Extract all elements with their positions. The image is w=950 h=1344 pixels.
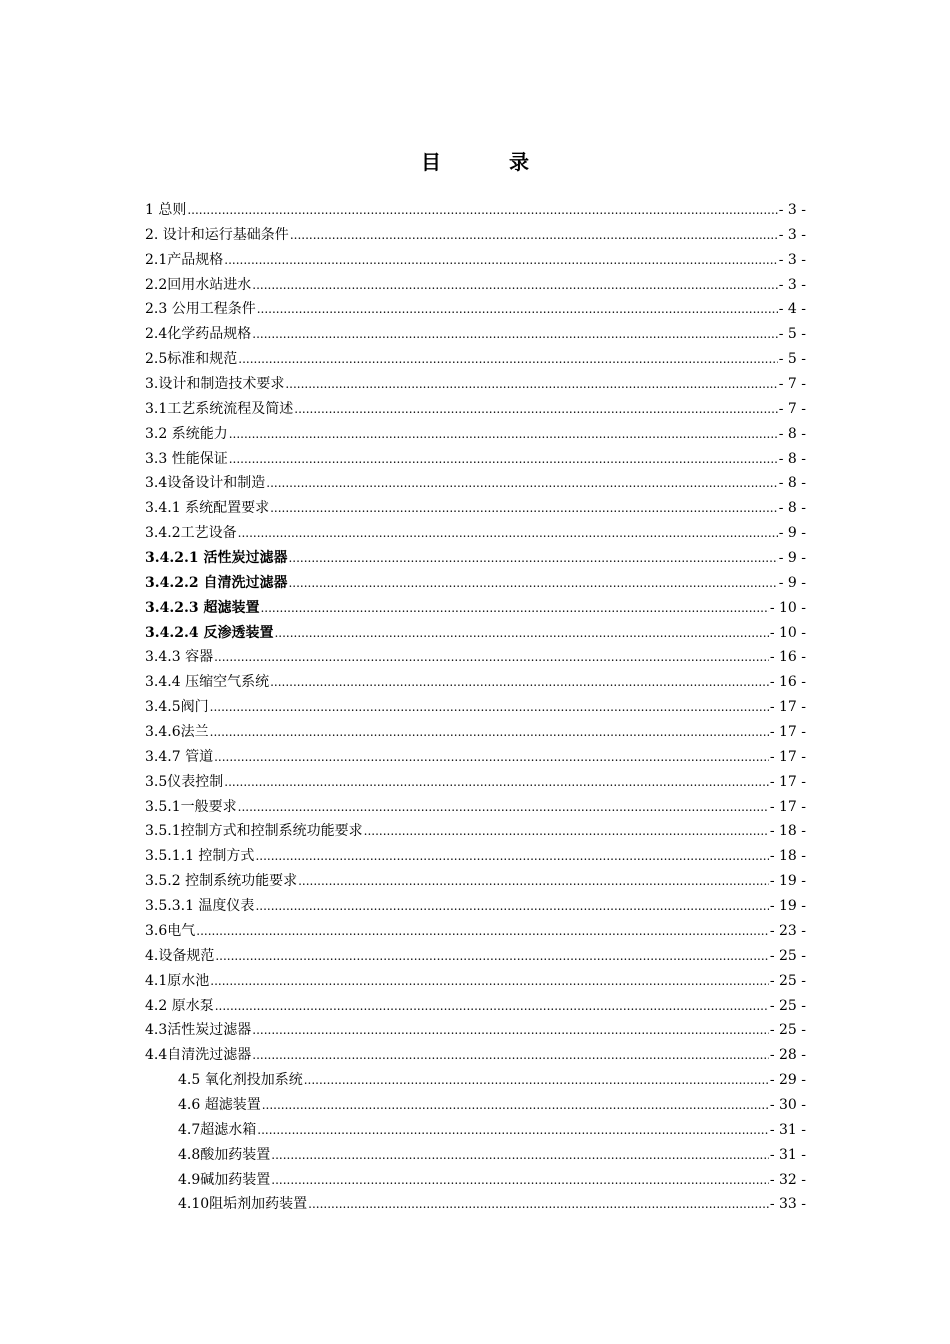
toc-entry-page-number: - 9 - [778,550,806,567]
toc-entry-label: 3.4.5阀门 [145,699,209,716]
toc-entry[interactable] [145,670,806,695]
toc-dot-leader [288,571,777,596]
toc-entry-label: 3.4.7 管道 [145,748,214,765]
toc-entry-page-number: - 19 - [769,873,806,890]
toc-dot-leader [224,770,769,795]
toc-entry-label: 4.8酸加药装置 [178,1146,271,1163]
toc-entry-label: 3.5.3.1 温度仪表 [145,898,255,915]
toc-dot-leader [255,844,768,869]
toc-entry-page-number: - 7 - [778,400,806,417]
toc-entry[interactable] [145,546,806,571]
toc-entry[interactable] [145,1118,806,1143]
toc-entry[interactable] [145,571,806,596]
toc-entry[interactable] [145,969,806,994]
toc-entry-label: 3.4.3 容器 [145,649,214,666]
toc-entry[interactable] [145,1018,806,1043]
toc-entry-page-number: - 7 - [778,376,806,393]
toc-dot-leader [271,1168,769,1193]
toc-entry-label: 3.5.1.1 控制方式 [145,848,255,865]
toc-entry-page-number: - 16 - [769,674,806,691]
toc-entry[interactable] [145,198,806,223]
toc-dot-leader [285,372,777,397]
toc-dot-leader [308,1192,769,1217]
toc-entry-label: 4.4自清洗过滤器 [145,1047,252,1064]
toc-entry-page-number: - 33 - [769,1196,806,1213]
toc-dot-leader [266,471,777,496]
toc-entry-label: 3.2 系统能力 [145,425,228,442]
toc-entry-label: 4.1原水池 [145,972,210,989]
toc-entry-page-number: - 8 - [778,500,806,517]
toc-entry-label: 2.3 公用工程条件 [145,301,256,318]
toc-dot-leader [252,322,777,347]
toc-entry-label: 3.1工艺系统流程及简述 [145,400,294,417]
toc-entry-page-number: - 3 - [778,251,806,268]
toc-entry[interactable] [145,447,806,472]
toc-entry-label: 3.4.2.2 自清洗过滤器 [145,574,288,591]
toc-entry-page-number: - 17 - [769,773,806,790]
toc-entry[interactable] [145,621,806,646]
toc-dot-leader [238,521,778,546]
toc-entry-label: 2.2回用水站进水 [145,276,252,293]
toc-entry-label: 4.10阻垢剂加药装置 [178,1196,308,1213]
toc-entry[interactable] [145,894,806,919]
toc-entry-label: 3.4.1 系统配置要求 [145,500,270,517]
toc-entry[interactable] [145,1143,806,1168]
toc-entry[interactable] [145,297,806,322]
toc-dot-leader [214,745,769,770]
toc-dot-leader [187,198,777,223]
toc-entry-label: 3.4.2.1 活性炭过滤器 [145,550,288,567]
toc-dot-leader [238,347,777,372]
toc-entry[interactable] [145,422,806,447]
toc-entry[interactable] [145,521,806,546]
toc-dot-leader [270,670,769,695]
toc-entry[interactable] [145,844,806,869]
toc-entry-page-number: - 18 - [769,823,806,840]
toc-entry-label: 3.4设备设计和制造 [145,475,266,492]
toc-dot-leader [210,969,769,994]
toc-entry-label: 4.设备规范 [145,947,215,964]
toc-dot-leader [215,994,769,1019]
toc-entry-label: 4.2 原水泵 [145,997,214,1014]
toc-entry-label: 3.5.2 控制系统功能要求 [145,873,298,890]
page-title: 目 录 [421,150,553,174]
toc-entry-label: 3.5.1一般要求 [145,798,237,815]
toc-entry-page-number: - 31 - [769,1121,806,1138]
toc-entry-page-number: - 3 - [778,276,806,293]
toc-entry-page-number: - 4 - [778,301,806,318]
toc-entry-page-number: - 25 - [769,1022,806,1039]
toc-entry-page-number: - 8 - [778,425,806,442]
toc-entry-page-number: - 5 - [778,326,806,343]
toc-entry-page-number: - 10 - [769,624,806,641]
toc-dot-leader [364,819,769,844]
toc-dot-leader [274,621,768,646]
toc-entry-page-number: - 3 - [778,202,806,218]
toc-dot-leader [257,297,778,322]
toc-entry[interactable] [145,869,806,894]
toc-entry[interactable] [145,795,806,820]
toc-entry-page-number: - 25 - [769,947,806,964]
toc-dot-leader [260,596,768,621]
toc-dot-leader [238,795,769,820]
toc-entry[interactable] [145,1192,806,1217]
toc-dot-leader [229,422,778,447]
toc-entry-label: 1 总则 [145,202,187,218]
toc-entry-page-number: - 5 - [778,351,806,368]
toc-dot-leader [215,944,768,969]
toc-entry[interactable] [145,1043,806,1068]
toc-entry-page-number: - 25 - [769,997,806,1014]
toc-entry[interactable] [145,819,806,844]
toc-entry[interactable] [145,944,806,969]
toc-dot-leader [252,273,777,298]
toc-entry-page-number: - 18 - [769,848,806,865]
toc-entry[interactable] [145,273,806,298]
toc-entry-label: 3.6电气 [145,922,196,939]
toc-dot-leader [214,645,769,670]
toc-entry-page-number: - 28 - [769,1047,806,1064]
toc-entry-page-number: - 29 - [769,1072,806,1089]
toc-dot-leader [210,720,769,745]
toc-dot-leader [294,397,777,422]
toc-entry-label: 4.6 超滤装置 [178,1096,261,1113]
toc-entry-label: 4.5 氧化剂投加系统 [178,1072,303,1089]
toc-entry[interactable] [145,471,806,496]
toc-entry-label: 2. 设计和运行基础条件 [145,226,289,243]
toc-dot-leader [252,1043,769,1068]
toc-entry-label: 3.4.2.3 超滤装置 [145,599,260,616]
toc-entry-page-number: - 9 - [778,574,806,591]
toc-entry-label: 2.1产品规格 [145,251,224,268]
toc-entry-page-number: - 25 - [769,972,806,989]
toc-entry-label: 3.5仪表控制 [145,773,224,790]
toc-entry[interactable] [145,994,806,1019]
toc-entry[interactable] [145,322,806,347]
toc-dot-leader [224,248,777,273]
toc-entry[interactable] [145,1168,806,1193]
toc-entry-label: 3.5.1控制方式和控制系统功能要求 [145,823,363,840]
toc-entry[interactable] [145,695,806,720]
toc-entry-page-number: - 32 - [769,1171,806,1188]
toc-entry-label: 3.4.4 压缩空气系统 [145,674,270,691]
toc-entry[interactable] [145,1068,806,1093]
toc-dot-leader [229,447,778,472]
toc-entry[interactable] [145,248,806,273]
toc-entry-label: 3.4.2.4 反渗透装置 [145,624,274,641]
toc-dot-leader [252,1018,769,1043]
toc-entry[interactable] [145,223,806,248]
toc-dot-leader [288,546,777,571]
toc-dot-leader [255,894,768,919]
toc-entry-label: 4.7超滤水箱 [178,1121,257,1138]
toc-entry-page-number: - 8 - [778,475,806,492]
toc-entry-page-number: - 9 - [778,525,806,542]
toc-entry-page-number: - 17 - [769,699,806,716]
toc-dot-leader [210,695,769,720]
toc-entry-page-number: - 16 - [769,649,806,666]
toc-entry-page-number: - 17 - [769,798,806,815]
toc-dot-leader [290,223,778,248]
toc-entry-label: 4.3活性炭过滤器 [145,1022,252,1039]
toc-entry-page-number: - 23 - [769,922,806,939]
toc-entry-page-number: - 17 - [769,724,806,741]
table-of-contents [145,198,806,1217]
toc-entry-page-number: - 30 - [769,1096,806,1113]
toc-entry-page-number: - 3 - [778,226,806,243]
toc-dot-leader [257,1118,769,1143]
toc-entry-page-number: - 17 - [769,748,806,765]
toc-dot-leader [271,1143,769,1168]
toc-entry-page-number: - 10 - [769,599,806,616]
toc-entry[interactable] [145,596,806,621]
toc-dot-leader [304,1068,769,1093]
toc-entry-page-number: - 19 - [769,898,806,915]
toc-entry-label: 2.4化学药品规格 [145,326,252,343]
toc-dot-leader [298,869,769,894]
toc-dot-leader [270,496,778,521]
toc-entry-label: 2.5标准和规范 [145,351,238,368]
toc-entry[interactable] [145,720,806,745]
toc-entry[interactable] [145,919,806,944]
toc-entry[interactable] [145,496,806,521]
toc-entry-label: 3.3 性能保证 [145,450,228,467]
toc-dot-leader [262,1093,769,1118]
toc-entry[interactable] [145,645,806,670]
toc-entry[interactable] [145,745,806,770]
toc-entry[interactable] [145,770,806,795]
toc-entry-label: 3.4.2工艺设备 [145,525,237,542]
toc-entry-page-number: - 31 - [769,1146,806,1163]
toc-entry-label: 4.9碱加药装置 [178,1171,271,1188]
toc-entry[interactable] [145,1093,806,1118]
toc-entry-label: 3.设计和制造技术要求 [145,376,285,393]
toc-entry[interactable] [145,347,806,372]
toc-entry-page-number: - 8 - [778,450,806,467]
toc-entry-label: 3.4.6法兰 [145,724,209,741]
toc-entry[interactable] [145,372,806,397]
toc-dot-leader [196,919,769,944]
toc-entry[interactable] [145,397,806,422]
